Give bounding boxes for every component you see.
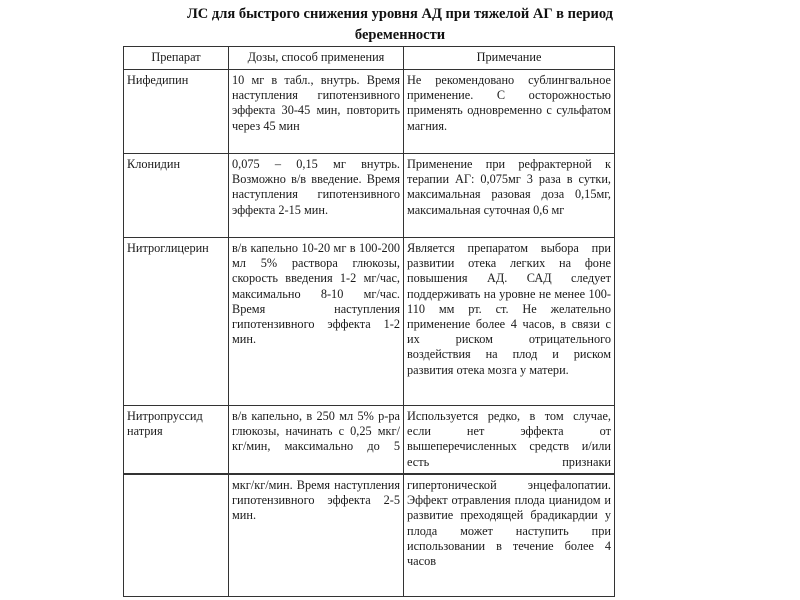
table-row [124,154,615,238]
table-header-row [124,47,615,70]
dose-cell: в/в капельно 10-20 мг в 100-200 мл 5% раствора глюкозы, скорость введения 1-2 мг/час, максимально 8-10 мг/час. Время наступления гипотензивного эффекта 1-2 мин. [229,238,404,406]
header-note: Примечание [404,47,615,70]
note-cell: Используется редко, в том случае, если нет эффекта от вышеперечисленных средств и/или есть признаки [404,406,615,475]
drug-table [123,46,615,597]
table-row [124,238,615,406]
dose-cell: 0,075 – 0,15 мг внутрь. Возможно в/в введение. Время наступления гипотензивного эффекта 2-15 мин. [229,154,404,238]
drug-cell: Клонидин [124,154,229,238]
header-dose: Дозы, способ применения [229,47,404,70]
note-cell: Не рекомендовано сублингвальное применение. С осторожностью применять одновременно с сульфатом магния. [404,70,615,154]
document-title-line-1: ЛС для быстрого снижения уровня АД при тяжелой АГ в период [186,6,614,22]
header-drug: Препарат [124,47,229,70]
drug-cell: Нифедипин [124,70,229,154]
note-cell: Применение при рефрактерной к терапии АГ: 0,075мг 3 раза в сутки, максимальная разовая доза 0,15мг, максимальная суточная 0,6 мг [404,154,615,238]
drug-cell: Нитропруссид натрия [124,406,229,475]
dose-cell: мкг/кг/мин. Время наступления гипотензивного эффекта 2-5 мин. [229,474,404,597]
drug-cell: Нитроглицерин [124,238,229,406]
note-cell: Является препаратом выбора при развитии отека легких на фоне повышения АД. САД следует поддерживать на уровне не менее 100- 110 мм рт. ст. Не желательно применение более 4 часов, в связи с их риском отрицательного воздействия на плод и риском развития отека мозга у матери. [404,238,615,406]
dose-cell: в/в капельно, в 250 мл 5% р-ра глюкозы, начинать с 0,25 мкг/кг/мин, максимально до 5 [229,406,404,475]
drug-cell [124,474,229,597]
note-cell: гипертонической энцефалопатии. Эффект отравления плода цианидом и развитие преходящей брадикардии у плода может наступить при использовании в течение более 4 часов [404,474,615,597]
table-row [124,70,615,154]
table-row-continuation [124,474,615,597]
document-title-line-2: беременности [354,27,446,43]
dose-cell: 10 мг в табл., внутрь. Время наступления гипотензивного эффекта 30-45 мин, повторить через 45 мин [229,70,404,154]
table-row [124,406,615,475]
